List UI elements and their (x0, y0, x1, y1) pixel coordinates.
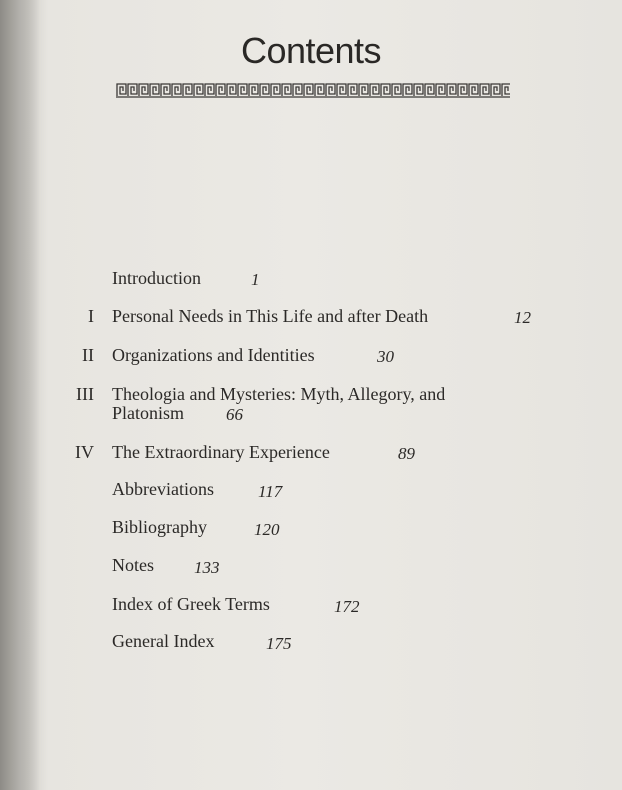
toc-entry-index-greek-terms: Index of Greek Terms (112, 594, 270, 614)
greek-key-border (116, 82, 510, 98)
toc-page-chapter-1: 12 (514, 308, 531, 327)
toc-page-chapter-4: 89 (398, 444, 415, 463)
toc-entry-notes: Notes (112, 555, 154, 575)
toc-entry-bibliography: Bibliography (112, 517, 207, 537)
toc-page-general-index: 175 (266, 634, 292, 653)
toc-entry-general-index: General Index (112, 631, 215, 651)
toc-chapter-number-3: III (76, 384, 94, 404)
toc-entry-chapter-2: Organizations and Identities (112, 345, 315, 365)
toc-chapter-number-1: I (88, 306, 94, 326)
toc-chapter-number-2: II (82, 345, 94, 365)
page-gutter (0, 0, 40, 790)
toc-entry-abbreviations: Abbreviations (112, 479, 214, 499)
toc-page-introduction: 1 (251, 270, 260, 289)
toc-entry-chapter-3-continued: Platonism (112, 403, 185, 423)
toc-entry-chapter-1: Personal Needs in This Life and after Death (112, 306, 429, 326)
toc-page-index-greek-terms: 172 (334, 597, 360, 616)
toc-page-notes: 133 (194, 558, 220, 577)
toc-page-chapter-3: 66 (226, 405, 243, 424)
toc-entry-introduction: Introduction (112, 268, 201, 288)
toc-chapter-number-4: IV (75, 442, 94, 462)
toc-page-abbreviations: 117 (258, 482, 283, 501)
toc-entry-chapter-4: The Extraordinary Experience (112, 442, 330, 462)
toc-entry-chapter-3: Theologia and Mysteries: Myth, Allegory, and (112, 384, 446, 404)
toc-page-bibliography: 120 (254, 520, 280, 539)
page-title: Contents (240, 30, 382, 71)
toc-page-chapter-2: 30 (377, 347, 394, 366)
